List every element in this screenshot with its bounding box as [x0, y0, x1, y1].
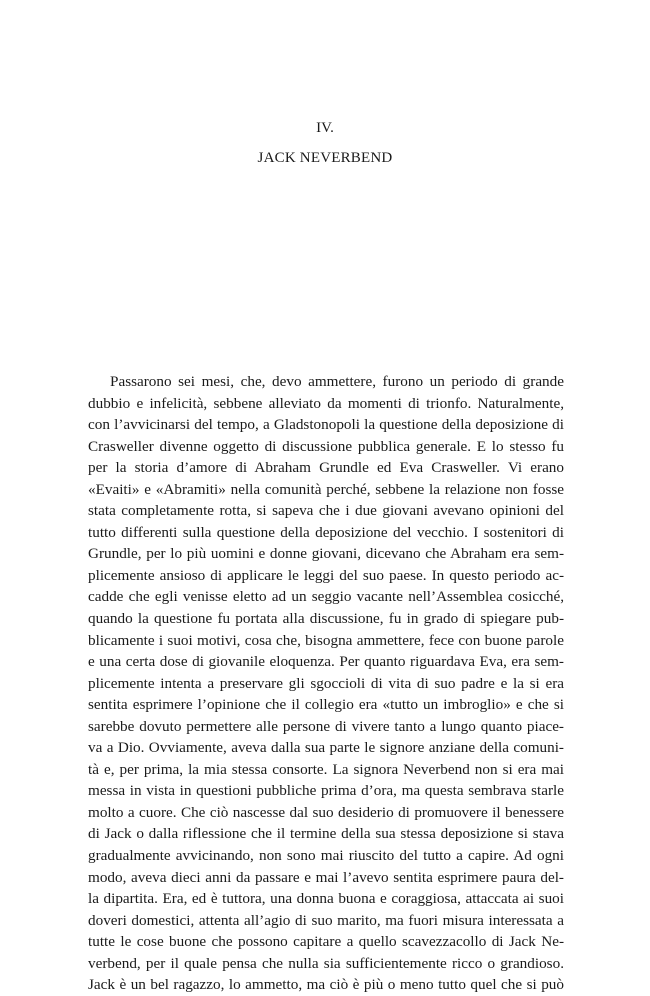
text-line: Crasweller divenne oggetto di discussione pubblica generale. E lo stesso fu	[88, 437, 564, 455]
text-line: quando la questione fu portata alla discussione, fu in grado di spiegare pub-	[88, 610, 564, 628]
chapter-number: IV.	[316, 120, 334, 136]
body-paragraph	[88, 371, 564, 996]
text-line: «Evaiti» e «Abramiti» nella comunità perché, sebbene la relazione non fosse	[88, 480, 564, 498]
text-line: va a Dio. Ovviamente, aveva dalla sua parte le signore anziane della comuni-	[88, 739, 564, 757]
text-line: tà e, per prima, la mia stessa consorte. La signora Neverbend non si era mai	[88, 760, 564, 778]
text-line: di Jack o dalla riflessione che il termine della sua stessa deposizione si stava	[88, 825, 564, 843]
text-line: tutte le cose buone che possono capitare a quello scavezzacollo di Jack Ne-	[88, 933, 564, 951]
text-line: dubbio e infelicità, sebbene alleviato da momenti di trionfo. Naturalmente,	[88, 394, 564, 412]
text-line: molto a cuore. Che ciò nascesse dal suo desiderio di promuovere il benessere	[88, 803, 564, 821]
text-line: Grundle, per lo più uomini e donne giovani, dicevano che Abraham era sem-	[88, 545, 564, 563]
text-line: Jack è un bel ragazzo, lo ammetto, ma ciò è più o meno tutto quel che si può	[88, 976, 564, 994]
chapter-title: JACK NEVERBEND	[257, 150, 393, 166]
text-line: stata completamente rotta, si sapeva che i due giovani avevano opinioni del	[88, 502, 564, 520]
text-line: la dipartita. Era, ed è tuttora, una donna buona e coraggiosa, attaccata ai suoi	[88, 890, 564, 908]
text-line: e una certa dose di giovanile eloquenza. Per quanto riguardava Eva, era sem-	[88, 653, 564, 671]
text-line: doveri domestici, attenta all’agio di suo marito, ma fuori misura interessata a	[88, 911, 564, 929]
text-line: messa in vista in questioni pubbliche prima d’ora, ma questa sembrava starle	[88, 782, 564, 800]
text-line: per la storia d’amore di Abraham Grundle ed Eva Crasweller. Vi erano	[88, 459, 564, 477]
text-line: sentita esprimere l’opinione che il collegio era «tutto un imbroglio» e che si	[88, 696, 564, 714]
text-line: blicamente i suoi motivi, cosa che, bisogna ammettere, fece con buone parole	[88, 631, 564, 649]
text-line: cadde che egli venisse eletto ad un seggio vacante nell’Assemblea cosicché,	[88, 588, 564, 606]
text-line: plicemente ansioso di applicare le leggi del suo paese. In questo periodo ac-	[88, 566, 564, 584]
text-line: sarebbe dovuto permettere alle persone di vivere tanto a lungo quanto piace-	[88, 717, 564, 735]
text-line: Passarono sei mesi, che, devo ammettere, furono un periodo di grande	[110, 373, 564, 390]
text-line: con l’avvicinarsi del tempo, a Gladstonopoli la questione della deposizione di	[88, 416, 564, 434]
text-line: verbend, per il quale pensa che nulla sia sufficientemente ricco o grandioso.	[88, 954, 564, 972]
text-line: plicemente intenta a preservare gli sgoccioli di vita di suo padre e la si era	[88, 674, 564, 692]
text-line: modo, aveva dieci anni da passare e mai l’avevo sentita esprimere paura del-	[88, 868, 564, 886]
text-line: tutto differenti sulla questione della deposizione del vecchio. I sostenitori di	[88, 523, 564, 541]
text-line: gradualmente avvicinando, non sono mai riuscito del tutto a capire. Ad ogni	[88, 847, 564, 865]
